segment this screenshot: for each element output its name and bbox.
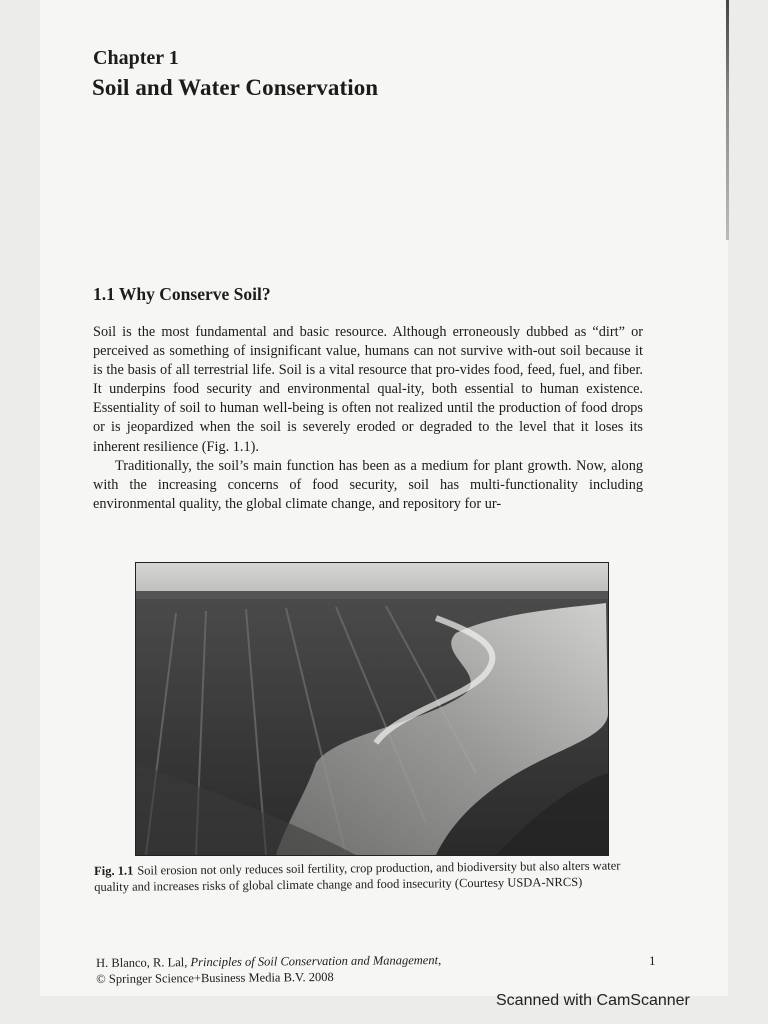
page-number: 1 <box>649 953 656 968</box>
footer-book-title: Principles of Soil Conservation and Management, <box>190 952 442 970</box>
page-edge-shadow <box>726 0 729 240</box>
erosion-field-photo <box>136 563 608 855</box>
section-heading: 1.1 Why Conserve Soil? <box>93 284 271 304</box>
footer-publisher: © Springer Science+Business Media B.V. 2008 <box>96 969 334 986</box>
figure-photo-soil-erosion <box>135 562 609 856</box>
body-text <box>93 323 643 514</box>
figure-caption <box>94 858 650 895</box>
figure-number: Fig. 1.1 <box>94 863 134 878</box>
chapter-title: Soil and Water Conservation <box>92 75 379 100</box>
paragraph: Traditionally, the soil’s main function has been as a medium for plant growth. Now, along with the increasing concerns of food security, soil has multi-functionality including environmental quality, the global climate change, and repository for ur- <box>93 457 643 512</box>
scanner-watermark: Scanned with CamScanner <box>496 992 690 1009</box>
caption-text: Soil erosion not only reduces soil fertility, crop production, and biodiversity but also alters water quality and increases risks of global climate change and food insecurity (Courtesy USDA-NRCS) <box>94 858 621 894</box>
footer-line-1 <box>96 952 441 971</box>
paragraph: Soil is the most fundamental and basic resource. Although erroneously dubbed as “dirt” or perceived as something of insignificant value, humans can not survive with-out soil because it is the basis of all terrestrial life. Soil is a vital resource that pro-vides food, feed, fuel, and fiber. It underpins food security and environmental qual-ity, both essential to human existence. Essentiality of soil to human well-being is often not realized until the production of food drops or is jeopardized when the soil is severely eroded or degraded to the level that it loses its inherent resilience (Fig. 1.1). <box>93 324 643 455</box>
chapter-label: Chapter 1 <box>93 47 179 69</box>
footer-citation <box>96 952 441 987</box>
footer-authors: H. Blanco, R. Lal, <box>96 955 191 970</box>
